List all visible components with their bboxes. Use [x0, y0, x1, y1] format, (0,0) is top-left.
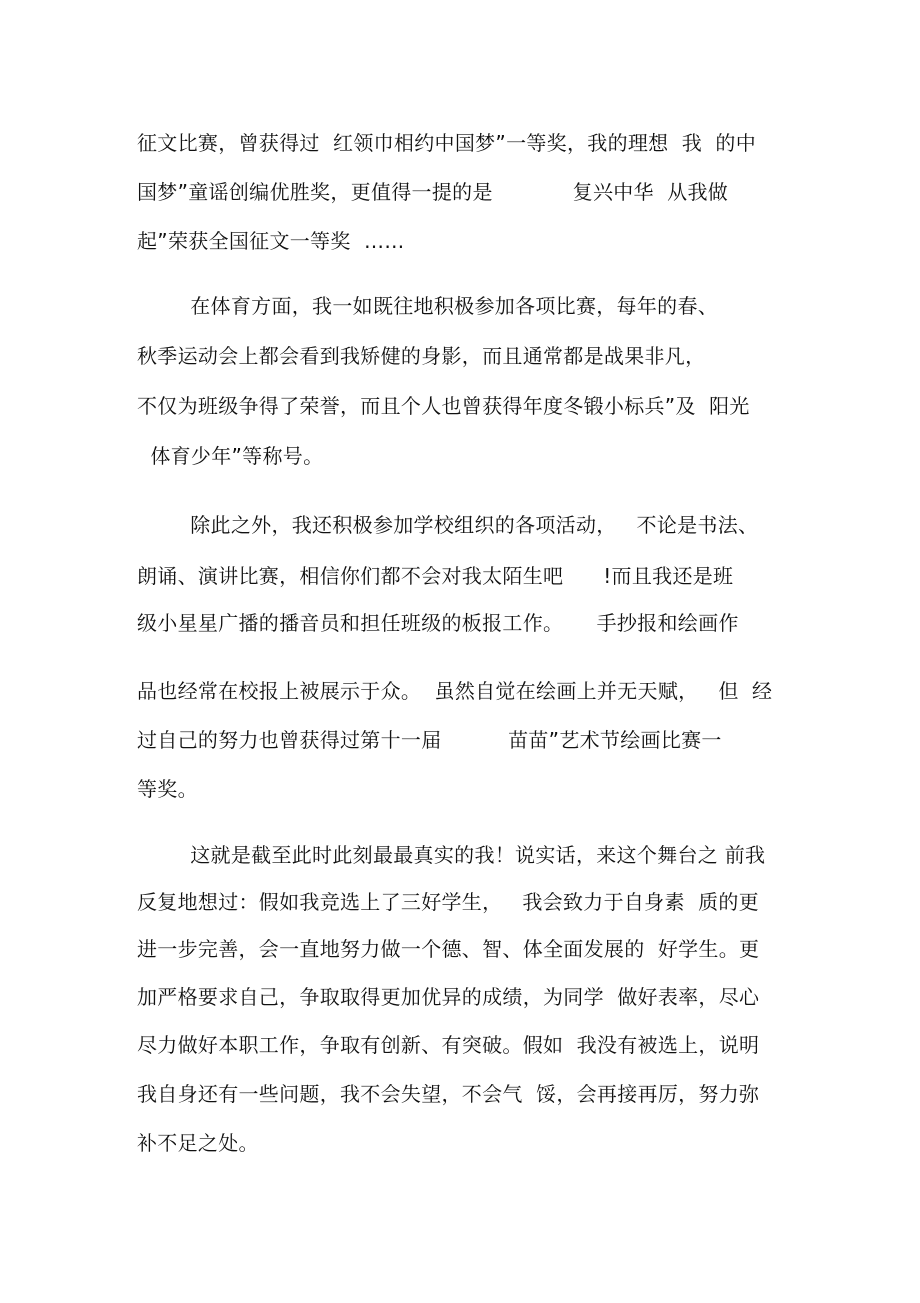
paragraph-3-line-1: 除此之外，我还积极参加学校组织的各项活动， 不论是书法、	[137, 513, 759, 537]
paragraph-3-line-5: 过自己的努力也曾获得过第十一届 苗苗”艺术节绘画比赛一	[137, 728, 722, 752]
paragraph-3-line-3: 级小星星广播的播音员和担任班级的板报工作。 手抄报和绘画作	[137, 611, 739, 635]
paragraph-4-line-3: 进一步完善，会一直地努力做一个德、智、体全面发展的 好学生。更	[137, 937, 760, 961]
paragraph-3-line-2: 朗诵、演讲比赛，相信你们都不会对我太陌生吧 !而且我还是班	[137, 564, 734, 588]
paragraph-1-line-1: 征文比赛，曾获得过 红领巾相约中国梦”一等奖，我的理想 我 的中	[137, 131, 757, 155]
paragraph-3-line-6: 等奖。	[137, 777, 198, 801]
paragraph-4-line-5: 尽力做好本职工作，争取有创新、有突破。假如 我没有被选上，说明	[137, 1033, 760, 1057]
paragraph-2-line-3: 不仅为班级争得了荣誉，而且个人也曾获得年度冬锻小标兵”及 阳光	[137, 394, 750, 418]
paragraph-1-line-3: 起”荣获全国征文一等奖 ……	[137, 229, 405, 253]
paragraph-4-line-7: 补不足之处。	[137, 1131, 259, 1155]
paragraph-2-line-2: 秋季运动会上都会看到我矫健的身影，而且通常都是战果非凡，	[137, 344, 706, 368]
paragraph-1-line-2: 国梦”童谣创编优胜奖，更值得一提的是 复兴中华 从我做	[137, 180, 729, 204]
paragraph-4-line-4: 加严格要求自己，争取取得更加优异的成绩，为同学 做好表率，尽心	[137, 985, 760, 1009]
paragraph-4-line-6: 我自身还有一些问题，我不会失望，不会气 馁，会再接再厉，努力弥	[137, 1082, 760, 1106]
paragraph-4-line-1: 这就是截至此时此刻最最真实的我！说实话，来这个舞台之 前我	[137, 843, 766, 867]
paragraph-2-line-1: 在体育方面，我一如既往地积极参加各项比赛，每年的春、	[137, 294, 719, 318]
paragraph-2-line-4: 体育少年”等称号。	[137, 444, 324, 468]
paragraph-4-line-2: 反复地想过：假如我竞选上了三好学生， 我会致力于自身素 质的更	[137, 890, 759, 914]
paragraph-3-line-4: 品也经常在校报上被展示于众。 虽然自觉在绘画上并无天赋， 但 经	[137, 679, 773, 703]
